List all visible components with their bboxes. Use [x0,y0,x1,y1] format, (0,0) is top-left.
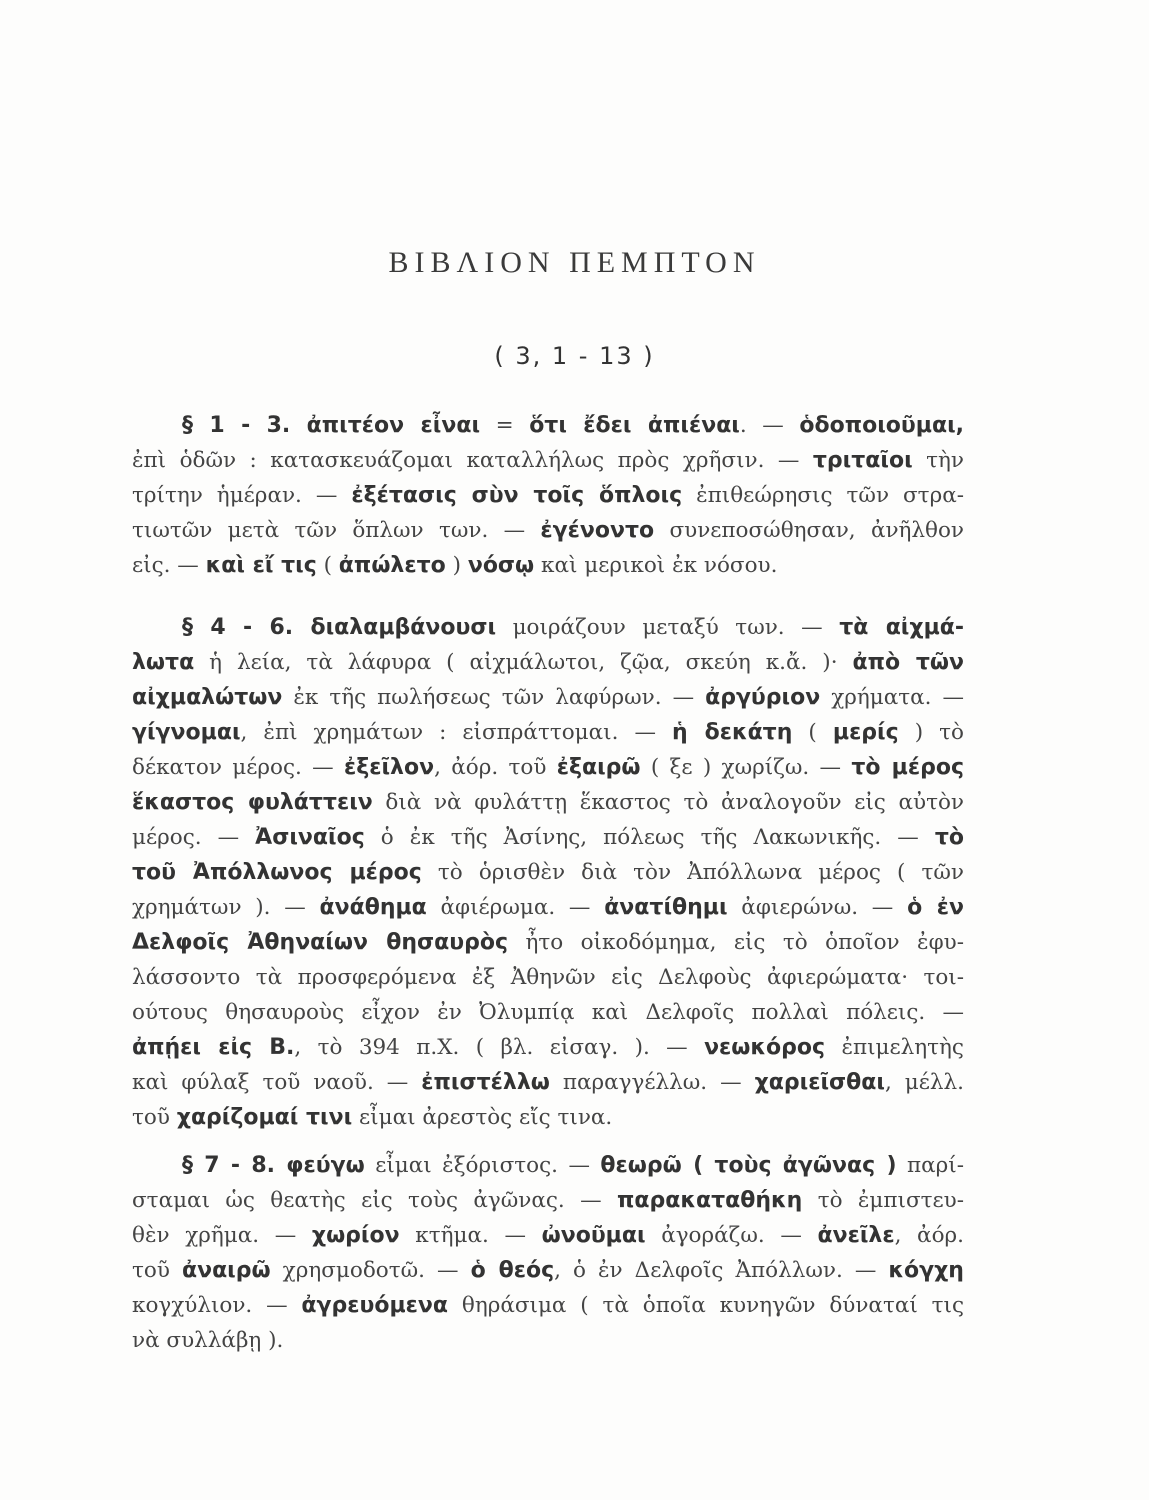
text-line [132,995,964,1030]
headword: γίγνομαι [132,720,241,745]
headword: ἐπιστέλλω [421,1070,550,1095]
gloss-text: παρί- [896,1153,964,1178]
text-line [132,820,964,855]
headword: ἀνεῖλε [817,1223,895,1248]
gloss-text: ούτους θησαυροὺς εἶχον ἐν Ὀλυμπίᾳ καὶ Δελφοῖς πολλαὶ πόλεις. — [132,1000,964,1025]
gloss-text: τοῦ [132,1258,182,1283]
gloss-text: εἰς. — [132,553,206,578]
text-line [132,1218,964,1253]
gloss-text: , ἀόρ. τοῦ [434,755,557,780]
headword: χαρίζομαί τινι [176,1105,353,1130]
gloss-text: τὴν [912,448,964,473]
headword: χαριεῖσθαι [754,1070,885,1095]
headword: ἀνάθημα [319,895,427,920]
headword: ἀναιρῶ [181,1258,271,1283]
headword: ἀργύριον [705,685,821,710]
headword: Δελφοῖς Ἀθηναίων θησαυρὸς [132,930,509,955]
text-line [132,1148,964,1183]
gloss-text: τὸ ἐμπιστευ- [802,1188,964,1213]
headword: ἐξεῖλον [343,755,435,780]
headword: τριταῖοι [812,448,913,473]
text-line [132,443,964,478]
headword: ἐξαιρῶ [556,755,641,780]
gloss-text: ἐπὶ ὁδῶν : κατασκευάζομαι καταλλήλως πρὸς χρῆσιν. — [132,448,813,473]
gloss-text: , ὁ ἐν Δελφοῖς Ἀπόλλων. — [554,1258,889,1283]
text-line [132,548,964,583]
gloss-text: χρήματα. — [820,685,964,710]
gloss-text: ( [316,553,339,578]
paragraph-1 [132,408,964,583]
headword: ὠνοῦμαι [541,1223,646,1248]
gloss-text: κτῆμα. — [399,1223,542,1248]
gloss-text: χρημάτων ). — [132,895,320,920]
text-line [132,855,964,890]
headword: τὰ αἰχμά- [839,615,964,640]
gloss-text: ἀφιερώνω. — [727,895,908,920]
gloss-text: ὁ ἐκ τῆς Ἀσίνης, πόλεως τῆς Λακωνικῆς. — [364,825,935,850]
headword: θεωρῶ ( τοὺς ἀγῶνας ) [600,1153,897,1178]
headword: § 4 - 6. διαλαμβάνουσι [182,615,497,640]
gloss-text: = [480,413,530,438]
headword: τὸ [934,825,964,850]
headword: καὶ εἴ τις [205,553,317,578]
text-line [132,1288,964,1323]
gloss-text: ἀφιέρωμα. — [426,895,605,920]
headword: αἰχμαλώτων [132,685,283,710]
gloss-text: ( ξε ) χωρίζω. — [640,755,852,780]
headword: μερίς [832,720,899,745]
gloss-text: συνεποσώθησαν, ἀνῆλθον [654,518,964,543]
gloss-text: τοῦ [132,1105,177,1130]
gloss-text: διὰ νὰ φυλάττῃ ἕκαστος τὸ ἀναλογοῦν εἰς αὐτὸν [372,790,964,815]
gloss-text: σταμαι ὡς θεατὴς εἰς τοὺς ἀγῶνας. — [132,1188,617,1213]
headword: ἀγρευόμενα [301,1293,449,1318]
headword: ὁδοποιοῦμαι, [799,413,964,438]
headword: Ἀσιναῖος [255,825,365,850]
gloss-text: χρησμοδοτῶ. — [270,1258,471,1283]
headword: § 7 - 8. φεύγω [182,1153,365,1178]
paragraph-2 [132,610,964,1135]
gloss-text: καὶ φύλαξ τοῦ ναοῦ. — [132,1070,422,1095]
gloss-text: δέκατον μέρος. — [132,755,344,780]
text-line [132,680,964,715]
gloss-text: καὶ μερικοὶ ἐκ νόσου. [534,553,778,578]
gloss-text: , ἐπὶ χρημάτων : εἰσπράττομαι. — [240,720,673,745]
gloss-text: μοιράζουν μεταξύ των. — [496,615,840,640]
text-line [132,1323,964,1358]
gloss-text: , τὸ 394 π.Χ. ( βλ. εἰσαγ. ). — [294,1035,705,1060]
text-line [132,478,964,513]
gloss-text: τιωτῶν μετὰ τῶν ὅπλων των. — [132,518,541,543]
headword: νεωκόρος [704,1035,826,1060]
gloss-text: ἐπιθεώρησις τῶν στρα- [682,483,964,508]
headword: ἀπὸ τῶν [852,650,964,675]
text-line [132,1030,964,1065]
gloss-text: θὲν χρῆμα. — [132,1223,312,1248]
gloss-text: παραγγέλλω. — [549,1070,755,1095]
headword: τὸ μέρος [851,755,964,780]
gloss-text: τρίτην ἡμέραν. — [132,483,352,508]
headword: ὁ ἐν [907,895,964,920]
headword: ἐγένοντο [540,518,655,543]
text-line [132,750,964,785]
headword: νόσῳ [467,553,535,578]
headword: ἀπώλετο [338,553,446,578]
gloss-text: ἦτο οἰκοδόμημα, εἰς τὸ ὁποῖον ἐφυ- [508,930,964,955]
text-line [132,1183,964,1218]
text-line [132,1100,964,1135]
gloss-text: τὸ ὁρισθὲν διὰ τὸν Ἀπόλλωνα μέρος ( τῶν [421,860,964,885]
headword: χωρίον [311,1223,400,1248]
text-line [132,1253,964,1288]
headword: ἐξέτασις σὺν τοῖς ὅπλοις [351,483,683,508]
text-line [132,645,964,680]
headword: ἕκαστος φυλάττειν [132,790,373,815]
text-line [132,715,964,750]
gloss-text: ) [445,553,468,578]
gloss-text: εἶμαι ἐξόριστος. — [364,1153,601,1178]
gloss-text: λάσσοντο τὰ προσφερόμενα ἐξ Ἀθηνῶν εἰς Δελφοὺς ἀφιερώματα· τοι- [132,965,964,990]
gloss-text: . — [739,413,800,438]
text-line [132,408,964,443]
chapter-range: ( 3, 1 - 13 ) [494,342,655,370]
gloss-text: μέρος. — [132,825,256,850]
book-title: ΒΙΒΛΙΟΝ ΠΕΜΠΤΟΝ [388,246,761,279]
text-line [132,785,964,820]
gloss-text: ἐπιμελητὴς [825,1035,964,1060]
headword: τοῦ Ἀπόλλωνος μέρος [132,860,422,885]
text-line [132,890,964,925]
gloss-text: ( [792,720,833,745]
gloss-text: ἀγοράζω. — [645,1223,818,1248]
headword: ἀπῄει εἰς Β. [132,1035,295,1060]
gloss-text: νὰ συλλάβῃ ). [132,1328,284,1353]
gloss-text: εἶμαι ἀρεστὸς εἴς τινα. [352,1105,613,1130]
text-line [132,925,964,960]
text-line [132,960,964,995]
headword: ὁ θεός [470,1258,555,1283]
gloss-text: ἡ λεία, τὰ λάφυρα ( αἰχμάλωτοι, ζῷα, σκεύη κ.ἄ. )· [194,650,853,675]
gloss-text: , μέλλ. [884,1070,964,1095]
paragraph-3 [132,1148,964,1358]
headword: λωτα [132,650,195,675]
headword: ὅτι ἔδει ἀπιέναι [529,413,740,438]
headword: ἡ δεκάτη [672,720,793,745]
gloss-text: κογχύλιον. — [132,1293,302,1318]
gloss-text: θηράσιμα ( τὰ ὁποῖα κυνηγῶν δύναταί τις [448,1293,964,1318]
headword: κόγχη [888,1258,964,1283]
text-line [132,1065,964,1100]
gloss-text: ) τὸ [898,720,964,745]
headword: παρακαταθήκη [616,1188,803,1213]
text-line [132,610,964,645]
text-line [132,513,964,548]
gloss-text: ἐκ τῆς πωλήσεως τῶν λαφύρων. — [282,685,706,710]
headword: ἀνατίθημι [604,895,728,920]
headword: § 1 - 3. ἀπιτέον εἶναι [182,413,481,438]
gloss-text: , ἀόρ. [894,1223,964,1248]
